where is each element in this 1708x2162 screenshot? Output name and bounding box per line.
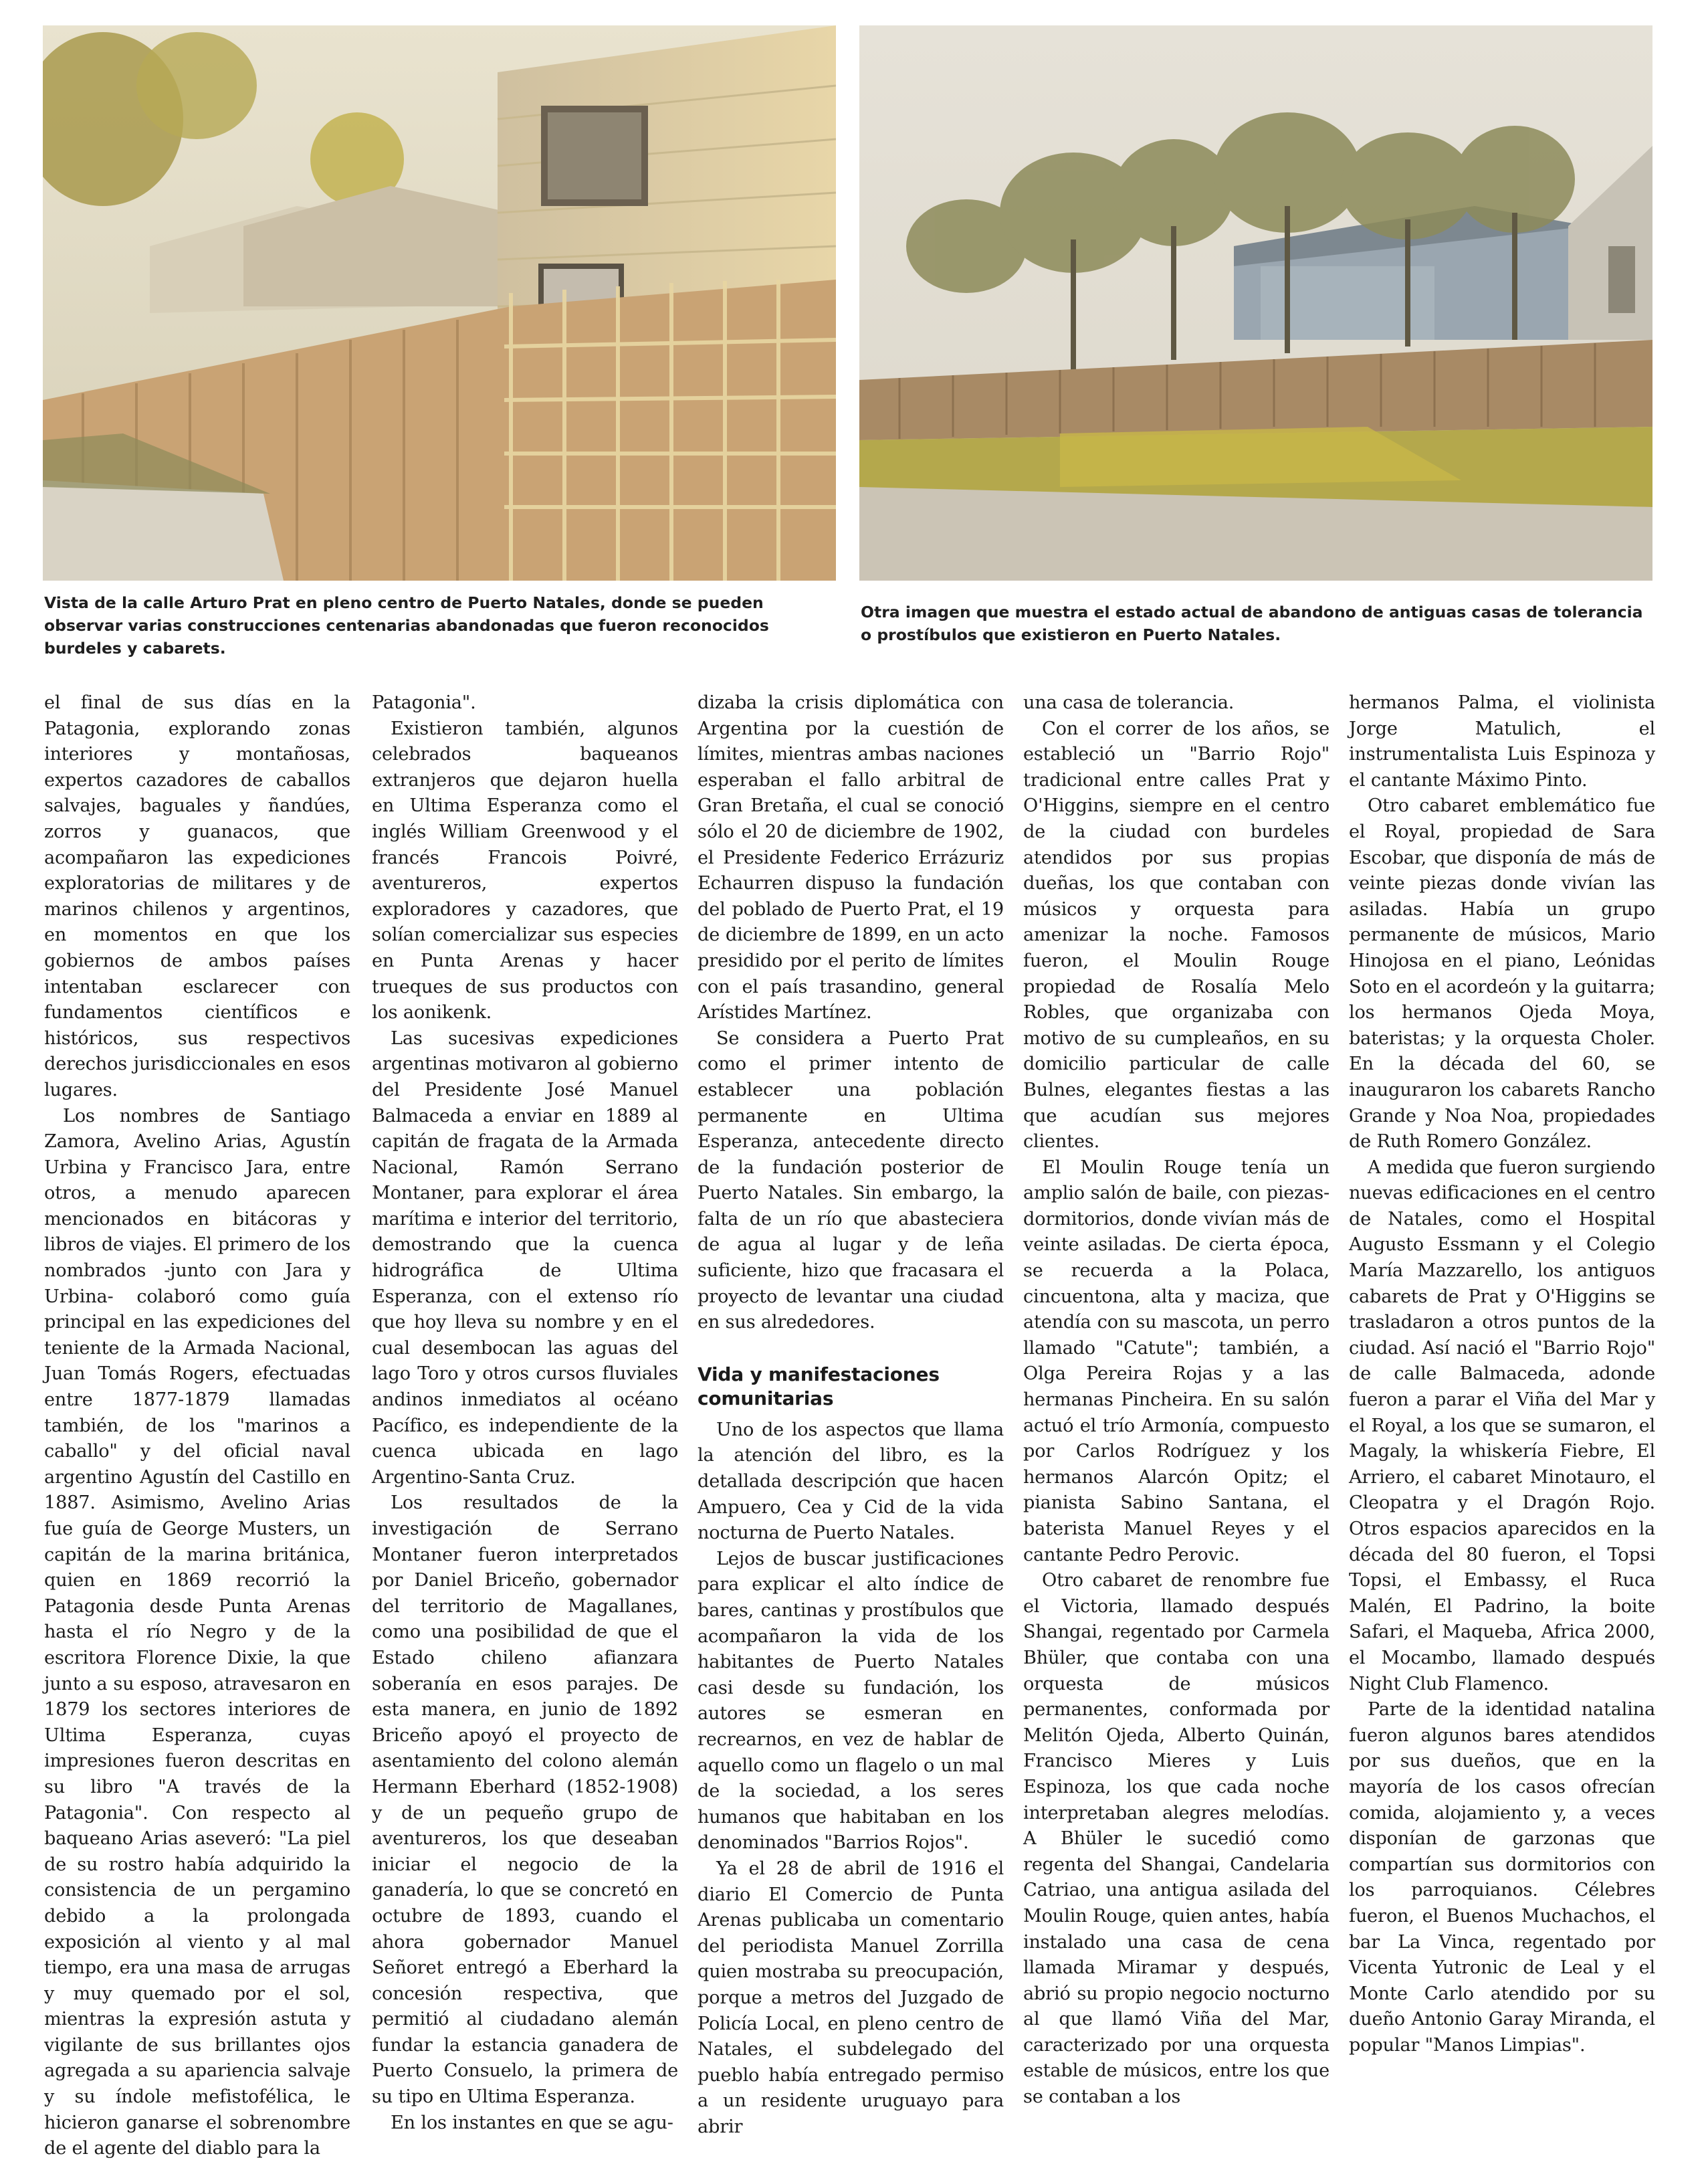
photo-caption-left: Vista de la calle Arturo Prat en pleno centro de Puerto Natales, donde se pueden observar varias construcciones centenarias abandonadas que fueron reconocidos burdeles y cabarets. (44, 593, 769, 658)
photo-caption-right: Otra imagen que muestra el estado actual de abandono de antiguas casas de tolerancia o prostíbulos que existieron en Puerto Natales. (861, 603, 1643, 644)
paragraph: el final de sus días en la Patagonia, explorando zonas interiores y montañosas, expertos cazadores de caballos salvajes, baguales y ñandúes, zorros y guanacos, que acompañaron las expediciones exploratorias de militares y de marinos chilenos y argentinos, en momentos en que los gobiernos de ambos países intentaban esclarecer con fundamentos científicos e históricos, sus respectivos derechos jurisdiccionales en esos lugares. (44, 692, 350, 1100)
paragraph: En los instantes en que se agu- (391, 2112, 673, 2133)
article-column-5 (1349, 690, 1655, 2058)
paragraph: Se considera a Puerto Prat como el primer intento de establecer una población permanente en Ultima Esperanza, antecedente directo de la fundación posterior de Puerto Natales. Sin embargo, la falta de un río que abasteciera de agua al lugar y de leña suficiente, hizo que fracasara el proyecto de levantar una ciudad en sus alrededores. (698, 1027, 1004, 1333)
paragraph: Lejos de buscar justificaciones para explicar el alto índice de bares, cantinas y prostíbulos que acompañaron la vida de los habitantes de Puerto Natales casi desde su fundación, los autores se esmeran en recrearnos, en vez de hablar de aquello como un flagelo o un mal de la sociedad, a los seres humanos que habitaban en los denominados "Barrios Rojos". (698, 1548, 1004, 1854)
article-column-2 (372, 690, 678, 2136)
article-column-4 (1023, 690, 1329, 2110)
photo-calle-arturo-prat (43, 25, 836, 581)
paragraph: una casa de tolerancia. (1023, 692, 1235, 713)
paragraph: El Moulin Rouge tenía un amplio salón de baile, con piezas-dormitorios, donde vivían más de veinte asiladas. De cierta época, se recuerda a la Polaca, cincuentona, alta y maciza, que atendía con su mascota, un perro llamado "Catute"; también, a Olga Pereira Rojas y a las hermanas Pincheira. En su salón actuó el trío Armonía, compuesto por Carlos Rodríguez y los hermanos Alarcón Opitz; el pianista Sabino Santana, el baterista Manuel Reyes y el cantante Pedro Perovic. (1023, 1157, 1329, 1565)
paragraph: Parte de la identidad natalina fueron algunos bares atendidos por sus dueños, que en la mayoría de los casos ofrecían comida, alojamiento y, a veces disponían de garzonas que compartían sus dormitorios con los parroquianos. Célebres fueron, el Buenos Muchachos, el bar La Vinca, regentado por Vicenta Yutronic de Leal y el Monte Carlo atendido por su dueño Antonio Garay Miranda, el popular "Manos Limpias". (1349, 1699, 1655, 2056)
paragraph: dizaba la crisis diplomática con Argentina por la cuestión de límites, mientras ambas naciones esperaban el fallo arbitral de Gran Bretaña, el cual se conoció sólo el 20 de diciembre de 1902, el Presidente Federico Errázuriz Echaurren dispuso la fundación del poblado de Puerto Prat, el 19 de diciembre de 1899, en un acto presidido por el perito de límites con el país trasandino, general Arístides Martínez. (698, 692, 1004, 1023)
section-subheading: Vida y manifestaciones comunitarias (698, 1363, 940, 1409)
paragraph: A medida que fueron surgiendo nuevas edificaciones en el centro de Natales, como el Hospital Augusto Essmann y el Colegio María Mazzarello, los antiguos cabarets de Prat y O'Higgins se trasladaron a otros puntos de la ciudad. Así nació el "Barrio Rojo" de calle Balmaceda, adonde fueron a parar el Viña del Mar y el Royal, a los que se sumaron, el Magaly, la whiskería Fiebre, El Arriero, el cabaret Minotauro, el Cleopatra y el Dragón Rojo. Otros espacios aparecidos en la década del 80 fueron, el Topsi Topsi, el Embassy, el Ruca Malén, El Padrino, la boite Safari, el Maqueba, Africa 2000, el Mocambo, llamado después Night Club Flamenco. (1349, 1157, 1655, 1694)
paragraph: Uno de los aspectos que llama la atención del libro, es la detallada descripción que hacen Ampuero, Cea y Cid de la vida nocturna de Puerto Natales. (698, 1419, 1004, 1544)
article-column-3 (698, 690, 1004, 2140)
paragraph: Con el correr de los años, se estableció un "Barrio Rojo" tradicional entre calles Prat y O'Higgins, siempre en el centro de la ciudad con burdeles atendidos por sus propias dueñas, los que contaban con músicos y orquesta para amenizar la noche. Famosos fueron, el Moulin Rouge propiedad de Rosalía Melo Robles, que organizaba con motivo de su cumpleaños, en su domicilio particular de calle Bulnes, elegantes fiestas a las que acudían sus mejores clientes. (1023, 718, 1329, 1153)
paragraph: Existieron también, algunos celebrados baqueanos extranjeros que dejaron huella en Ultima Esperanza como el inglés William Greenwood y el francés Francois Poivré, aventureros, expertos exploradores y cazadores, que solían comercializar sus especies en Punta Arenas y hacer trueques de sus productos con los aonikenk. (372, 718, 678, 1023)
paragraph: Otro cabaret de renombre fue el Victoria, llamado después Shangai, regentado por Carmela Bhüler, que contaba con una orquesta de músicos permanentes, conformada por Melitón Ojeda, Alberto Quinán, Francisco Mieres y Luis Espinoza, los que cada noche interpretaban alegres melodías. A Bhüler le sucedió como regenta del Shangai, Candelaria Catriao, una antigua asilada del Moulin Rouge, quien antes, había instalado una casa de cena llamada Miramar y después, abrió su propio negocio nocturno al que llamó Viña del Mar, caracterizado por una orquesta estable de músicos, entre los que se contaban a los (1023, 1570, 1329, 2108)
paragraph: Patagonia". (372, 692, 476, 713)
paragraph: Ya el 28 de abril de 1916 el diario El Comercio de Punta Arenas publicaba un comentario del periodista Manuel Zorrilla quien mostraba su preocupación, porque a metros del Juzgado de Policía Local, en pleno centro de Natales, el subdelegado del pueblo había entregado permiso a un residente uruguayo para abrir (698, 1858, 1004, 2137)
article-column-1 (44, 690, 350, 2162)
photo-casas-abandonadas (859, 25, 1652, 581)
paragraph: Otro cabaret emblemático fue el Royal, propiedad de Sara Escobar, que disponía de más de veinte piezas donde vivían las asiladas. Había un grupo permanente de músicos, Mario Hinojosa en el piano, Leónidas Soto en el acordeón y la guitarra; los hermanos Ojeda Moya, bateristas; y la orquesta Choler. En la década del 60, se inauguraron los cabarets Rancho Grande y Noa Noa, propiedades de Ruth Romero González. (1349, 795, 1655, 1153)
paragraph: Los resultados de la investigación de Serrano Montaner fueron interpretados por Daniel Briceño, gobernador del territorio de Magallanes, como una posibilidad de que el Estado chileno afianzara soberanía en esos parajes. De esta manera, en junio de 1892 Briceño apoyó el proyecto de asentamiento del colono alemán Hermann Eberhard (1852-1908) y de un pequeño grupo de aventureros, los que deseaban iniciar el negocio de la ganadería, lo que se concretó en octubre de 1893, cuando el ahora gobernador Manuel Señoret entregó a Eberhard la concesión respectiva, que permitió al ciudadano alemán fundar la estancia ganadera de Puerto Consuelo, la primera de su tipo en Ultima Esperanza. (372, 1492, 678, 2108)
paragraph: Las sucesivas expediciones argentinas motivaron al gobierno del Presidente José Manuel Balmaceda a enviar en 1889 al capitán de fragata de la Armada Nacional, Ramón Serrano Montaner, para explorar el área marítima e interior del territorio, demostrando que la cuenca hidrográfica de Ultima Esperanza, con el extenso río que hoy lleva su nombre y en el cual desembocan las aguas del lago Toro y otros cursos fluviales andinos inmediatos al océano Pacífico, es independiente de la cuenca ubicada en lago Argentino-Santa Cruz. (372, 1027, 678, 1488)
paragraph: hermanos Palma, el violinista Jorge Matulich, el instrumentalista Luis Espinoza y el cantante Máximo Pinto. (1349, 692, 1655, 791)
paragraph: Los nombres de Santiago Zamora, Avelino Arias, Agustín Urbina y Francisco Jara, entre otros, a menudo aparecen mencionados en bitácoras y libros de viajes. El primero de los nombrados -junto con Jara y Urbina- colaboró como guía principal en las expediciones del teniente de la Armada Nacional, Juan Tomás Rogers, efectuadas entre 1877-1879 llamadas también, de los "marinos a caballo" y del oficial naval argentino Agustín del Castillo en 1887. Asimismo, Avelino Arias fue guía de George Musters, un capitán de la marina británica, quien en 1869 recorrió la Patagonia desde Punta Arenas hasta el río Negro y de la escritora Florence Dixie, la que junto a su esposo, atravesaron en 1879 los sectores interiores de Ultima Esperanza, cuyas impresiones fueron descritas en su libro "A través de la Patagonia". Con respecto al baqueano Arias aseveró: "La piel de su rostro había adquirido la consistencia de un pergamino debido a la prolongada exposición al viento y al mal tiempo, era una masa de arrugas y muy quemado por el sol, mientras la expresión astuta y vigilante de sus brillantes ojos agregada a su apariencia salvaje y su índole mefistofélica, le hicieron ganarse el sobrenombre de el agente del diablo para la (44, 1105, 350, 2159)
